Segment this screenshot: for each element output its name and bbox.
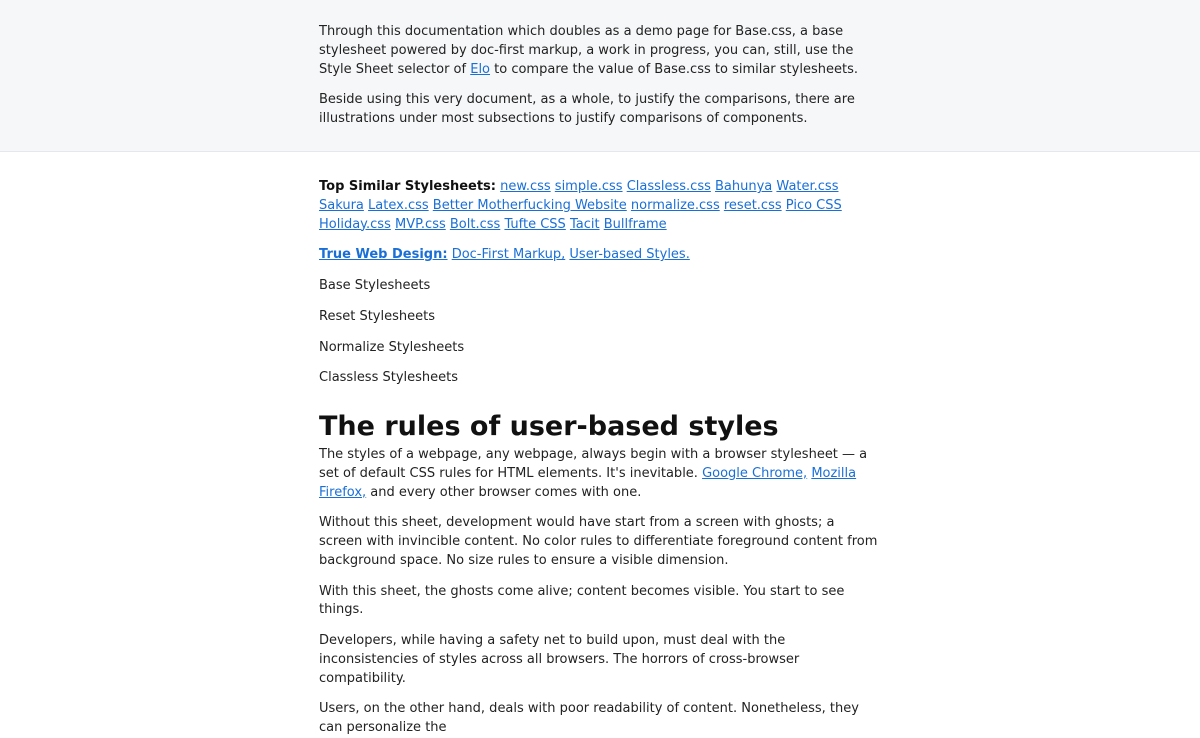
true-web-design xyxy=(319,246,881,265)
section-paragraph-1 xyxy=(319,446,881,502)
section-paragraph-2: Without this sheet, development would have start from a screen with ghosts; a screen with invincible content. No color rules to differentiate foreground content from background space. No size rules to ensure a visible dimension. xyxy=(319,515,878,568)
similar-stylesheet-link[interactable]: Latex.css xyxy=(368,197,429,213)
doc-first-markup-link[interactable]: Doc-First Markup, xyxy=(451,247,566,263)
intro-band xyxy=(0,0,1200,152)
true-web-design-link[interactable] xyxy=(319,247,448,262)
category-classless: Classless Stylesheets xyxy=(319,370,459,386)
similar-stylesheet-link[interactable]: new.css xyxy=(500,179,551,194)
elo-link[interactable]: Elo xyxy=(470,61,491,77)
category-normalize: Normalize Stylesheets xyxy=(319,339,465,355)
intro-text: Through this documentation which doubles as a demo page for Base.css, a base stylesheet powered by doc-first markup, a work in progress, you can, still, use the Style Sheet selector of xyxy=(319,24,854,77)
similar-stylesheet-link[interactable]: Tacit xyxy=(569,216,600,232)
category-reset: Reset Stylesheets xyxy=(319,308,435,324)
similar-stylesheet-link[interactable]: Water.css xyxy=(776,179,839,194)
similar-stylesheet-link[interactable]: Bolt.css xyxy=(449,216,501,232)
similar-stylesheet-link[interactable]: Bahunya xyxy=(715,179,773,194)
main-content xyxy=(319,152,881,738)
true-web-design-label: True Web Design: xyxy=(319,247,448,263)
similar-stylesheets xyxy=(319,178,881,234)
similar-label: Top Similar Stylesheets: xyxy=(319,179,496,194)
google-chrome-link[interactable]: Google Chrome, xyxy=(702,465,808,481)
section-paragraph-4: Developers, while having a safety net to build upon, must deal with the inconsistencies of styles across all browsers. The horrors of cross-browser compatibility. xyxy=(319,633,800,686)
similar-stylesheet-link[interactable]: simple.css xyxy=(554,179,623,194)
section-p1-tail: and every other browser comes with one. xyxy=(366,484,642,500)
section-paragraph-5: Users, on the other hand, deals with poor readability of content. Nonetheless, they can personalize the xyxy=(319,701,859,735)
similar-stylesheet-link[interactable]: Tufte CSS xyxy=(504,216,566,232)
intro-paragraph-1 xyxy=(319,23,881,79)
user-based-styles-link[interactable]: User-based Styles. xyxy=(569,247,690,263)
category-base: Base Stylesheets xyxy=(319,278,431,293)
similar-stylesheet-link[interactable]: MVP.css xyxy=(394,216,446,232)
similar-stylesheet-link[interactable]: Classless.css xyxy=(626,179,711,194)
similar-stylesheet-link[interactable]: Bullframe xyxy=(603,216,667,232)
similar-stylesheet-link[interactable]: Pico CSS xyxy=(785,197,842,213)
intro-column xyxy=(319,23,881,129)
mozilla-firefox-link[interactable]: Mozilla Firefox, xyxy=(319,465,857,500)
similar-stylesheet-link[interactable]: reset.css xyxy=(723,197,782,213)
section-paragraph-3: With this sheet, the ghosts come alive; content becomes visible. You start to see things. xyxy=(319,583,845,618)
intro-paragraph-2: Beside using this very document, as a whole, to justify the comparisons, there are illustrations under most subsections to justify comparisons of components. xyxy=(319,92,855,126)
similar-stylesheet-link[interactable]: Holiday.css xyxy=(319,216,391,232)
section-p1-text: The styles of a webpage, any webpage, always begin with a browser stylesheet — a set of default CSS rules for HTML elements. It's inevitable. xyxy=(319,447,868,481)
similar-stylesheet-link[interactable]: Better Motherfucking Website xyxy=(432,197,627,213)
intro-text-tail: to compare the value of Base.css to similar stylesheets. xyxy=(490,61,858,77)
similar-stylesheet-link[interactable]: normalize.css xyxy=(630,197,720,213)
similar-stylesheet-link[interactable]: Sakura xyxy=(319,197,364,213)
section-heading: The rules of user-based styles xyxy=(319,411,779,442)
